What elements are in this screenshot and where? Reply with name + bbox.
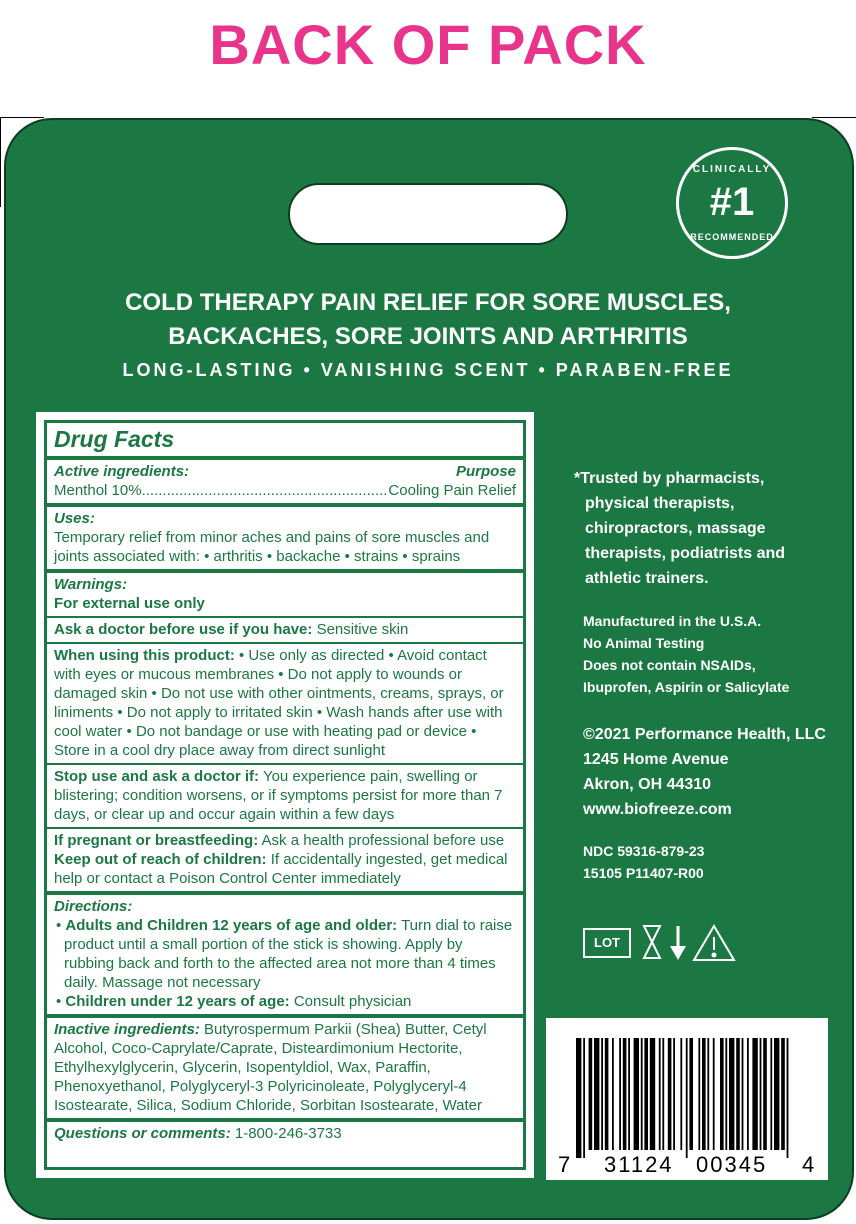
- barcode-bar: [787, 1038, 789, 1158]
- barcode-bar: [641, 1038, 643, 1150]
- drug-facts-title-section: [47, 423, 523, 456]
- active-ingredients-section: [47, 456, 523, 503]
- barcode-bar: [707, 1038, 709, 1150]
- trusted-line: athletic trainers.: [585, 570, 709, 587]
- barcode-bar: [662, 1038, 664, 1150]
- purpose-label: Purpose: [455, 463, 516, 480]
- barcode-bar: [594, 1038, 599, 1150]
- barcode-digit-last: 4: [802, 1152, 815, 1177]
- questions-label: Questions or comments:: [54, 1125, 231, 1142]
- keep-out-text: If accidentally ingested, get medical help or contact a Poison Control Center immediately: [54, 851, 508, 887]
- directions-label: Directions:: [54, 898, 133, 915]
- barcode-bar: [781, 1038, 785, 1150]
- warnings-section: [47, 569, 523, 616]
- badge-top-text: CLINICALLY: [692, 164, 772, 175]
- symbol-icons: [640, 922, 740, 962]
- barcode-bar: [752, 1038, 757, 1150]
- questions-phone: 1-800-246-3733: [230, 1125, 342, 1142]
- ask-doctor-text: Sensitive skin: [312, 621, 409, 638]
- badge-number: #1: [709, 180, 755, 224]
- children-label: Children under 12 years of age:: [65, 993, 290, 1010]
- keep-out-label: Keep out of reach of children:: [54, 851, 267, 868]
- hourglass-icon: [644, 926, 660, 958]
- back-of-pack-heading: BACK OF PACK: [209, 13, 647, 76]
- barcode-bar: [668, 1038, 672, 1150]
- barcode-bar: [601, 1038, 603, 1150]
- active-ingredients-label: Active ingredients:: [54, 463, 190, 480]
- children-direction: • Children under 12 years of age: Consult physician: [56, 993, 412, 1010]
- stop-use-text: You experience pain, swelling or blistering; condition worsens, or if symptoms persist for more than 7 days, or clear up and occur again within a few days: [54, 768, 503, 823]
- barcode-digit-first: 7: [558, 1152, 571, 1177]
- barcode-bar: [623, 1038, 627, 1150]
- crop-mark: [0, 117, 1, 207]
- upc-barcode: [546, 1018, 828, 1180]
- active-ingredient: Menthol 10%: [54, 482, 142, 499]
- adults-label: Adults and Children 12 years of age and older:: [65, 917, 398, 934]
- lot-box: LOT: [583, 928, 631, 958]
- product-codes: [583, 840, 833, 884]
- mfg-line: Manufactured in the U.S.A.: [583, 613, 762, 629]
- ndc-code: NDC 59316-879-23: [583, 843, 705, 859]
- questions-section: [47, 1118, 523, 1146]
- when-using-label: When using this product:: [54, 647, 235, 664]
- barcode-bar: [634, 1038, 639, 1150]
- headline-line: COLD THERAPY PAIN RELIEF FOR SORE MUSCLES,: [125, 289, 731, 316]
- barcode-bar: [770, 1038, 772, 1150]
- leader-dots: [142, 481, 389, 500]
- adults-direction: • Adults and Children 12 years of age and older: Turn dial to raise product until a small portion of the stick is showing. Apply by rubbing back and forth to the affected area not more than 4 times daily. Massage not necessary: [56, 917, 513, 991]
- directions-section: [47, 891, 523, 1014]
- barcode-bar: [720, 1038, 724, 1150]
- manufacturing-info: [583, 610, 833, 698]
- purpose: Cooling Pain Relief: [388, 482, 516, 499]
- barcode-bar: [742, 1038, 744, 1150]
- uses-section: [47, 503, 523, 569]
- pregnant-label: If pregnant or breastfeeding:: [54, 832, 259, 849]
- arrow-down-icon: [670, 926, 686, 960]
- barcode-digits-left: 31124: [604, 1152, 674, 1177]
- trusted-line: chiropractors, massage: [585, 520, 766, 537]
- pregnant-text: Ask a health professional before use: [258, 832, 505, 849]
- adults-text: Turn dial to raise product until a small portion of the stick is showing. Apply by rubbing back and forth to the affected area not more than 4 times daily. Massage not necessary: [64, 917, 513, 991]
- trusted-line: physical therapists,: [585, 495, 735, 512]
- stop-use-section: [47, 763, 523, 827]
- barcode-bar: [628, 1038, 630, 1150]
- headline-line: BACKACHES, SORE JOINTS AND ARTHRITIS: [168, 323, 688, 350]
- barcode-bars: [546, 1018, 828, 1158]
- barcode-bar: [702, 1038, 706, 1150]
- item-code: 15105 P11407-R00: [583, 865, 704, 881]
- barcode-bar: [763, 1038, 767, 1150]
- barcode-bar: [605, 1038, 609, 1150]
- inactive-label: Inactive ingredients:: [54, 1021, 200, 1038]
- barcode-bar: [686, 1038, 688, 1158]
- ask-doctor-section: [47, 616, 523, 642]
- barcode-bar: [612, 1038, 614, 1150]
- barcode-bar: [713, 1038, 715, 1150]
- barcode-bar: [619, 1038, 621, 1150]
- barcode-bar: [673, 1038, 675, 1150]
- address-line: 1245 Home Avenue: [583, 751, 729, 768]
- barcode-bar: [736, 1038, 740, 1150]
- barcode-bar: [644, 1038, 648, 1150]
- inactive-text: Butyrospermum Parkii (Shea) Butter, Cetyl Alcohol, Coco-Caprylate/Caprate, Disteardimonium Hectorite, Ethylhexylglycerin, Glycerin, Isopentyldiol, Wax, Paraffin, Phenoxyethanol, Polyglyceryl-3 Polyricinoleate, Polyglyceryl-4 Isostearate, Silica, Sodium Chloride, Sorbitan Isostearate, Water: [54, 1021, 487, 1114]
- barcode-bar: [576, 1038, 581, 1158]
- warnings-label: Warnings:: [54, 576, 128, 593]
- barcode-bar: [583, 1038, 585, 1158]
- external-use-warning: For external use only: [54, 595, 205, 612]
- warning-triangle-icon: [694, 926, 734, 960]
- barcode-bar: [760, 1038, 762, 1150]
- barcode-bar: [698, 1038, 700, 1150]
- address-line: Akron, OH 44310: [583, 776, 712, 793]
- clinically-recommended-badge: [676, 147, 788, 259]
- mfg-line: Does not contain NSAIDs,: [583, 657, 756, 673]
- hang-hole: [288, 183, 568, 245]
- barcode-bar: [589, 1038, 593, 1150]
- website: www.biofreeze.com: [583, 801, 732, 818]
- trusted-line: therapists, podiatrists and: [585, 545, 786, 562]
- crop-mark: [812, 117, 856, 118]
- barcode-bar: [689, 1038, 693, 1150]
- when-using-text: • Use only as directed • Avoid contact with eyes or mucous membranes • Do not apply to wounds or damaged skin • Do not use with other ointments, creams, sprays, or liniments • Do not apply to irritated skin • Wash hands after use with cool water • Do not bandage or use with heating pad or device • Store in a cool dry place away from direct sunlight: [54, 647, 504, 759]
- barcode-digits-right: 00345: [696, 1152, 768, 1177]
- badge-bottom-text: RECOMMENDED: [690, 232, 774, 242]
- crop-mark: [0, 117, 44, 118]
- drug-facts-panel: [36, 412, 534, 1178]
- barcode-bar: [650, 1038, 655, 1150]
- drug-facts-title: Drug Facts: [54, 426, 175, 452]
- product-tagline: LONG-LASTING • VANISHING SCENT • PARABEN-FREE: [122, 360, 734, 380]
- ask-doctor-label: Ask a doctor before use if you have:: [54, 621, 313, 638]
- stop-use-label: Stop use and ask a doctor if:: [54, 768, 260, 785]
- uses-text: Temporary relief from minor aches and pains of sore muscles and joints associated with: • arthritis • backache • strains • sprains: [54, 529, 490, 565]
- packaging-symbols: [640, 922, 740, 973]
- mfg-line: No Animal Testing: [583, 635, 705, 651]
- drug-facts-box: [44, 420, 526, 1170]
- pregnancy-section: [47, 827, 523, 891]
- barcode-bar: [729, 1038, 734, 1150]
- barcode-bar: [680, 1038, 682, 1150]
- trusted-by-text: [574, 466, 824, 591]
- barcode-bar: [659, 1038, 661, 1150]
- trusted-line: *Trusted by pharmacists,: [574, 470, 765, 487]
- inactive-ingredients-section: [47, 1014, 523, 1118]
- when-using-section: [47, 642, 523, 763]
- barcode-bar: [747, 1038, 749, 1150]
- uses-label: Uses:: [54, 510, 95, 527]
- barcode-bar: [725, 1038, 727, 1150]
- children-text: Consult physician: [289, 993, 412, 1010]
- mfg-line: Ibuprofen, Aspirin or Salicylate: [583, 679, 790, 695]
- address-line: ©2021 Performance Health, LLC: [583, 726, 826, 743]
- product-headline: [40, 286, 816, 354]
- barcode-bar: [774, 1038, 779, 1150]
- company-address: [583, 722, 843, 822]
